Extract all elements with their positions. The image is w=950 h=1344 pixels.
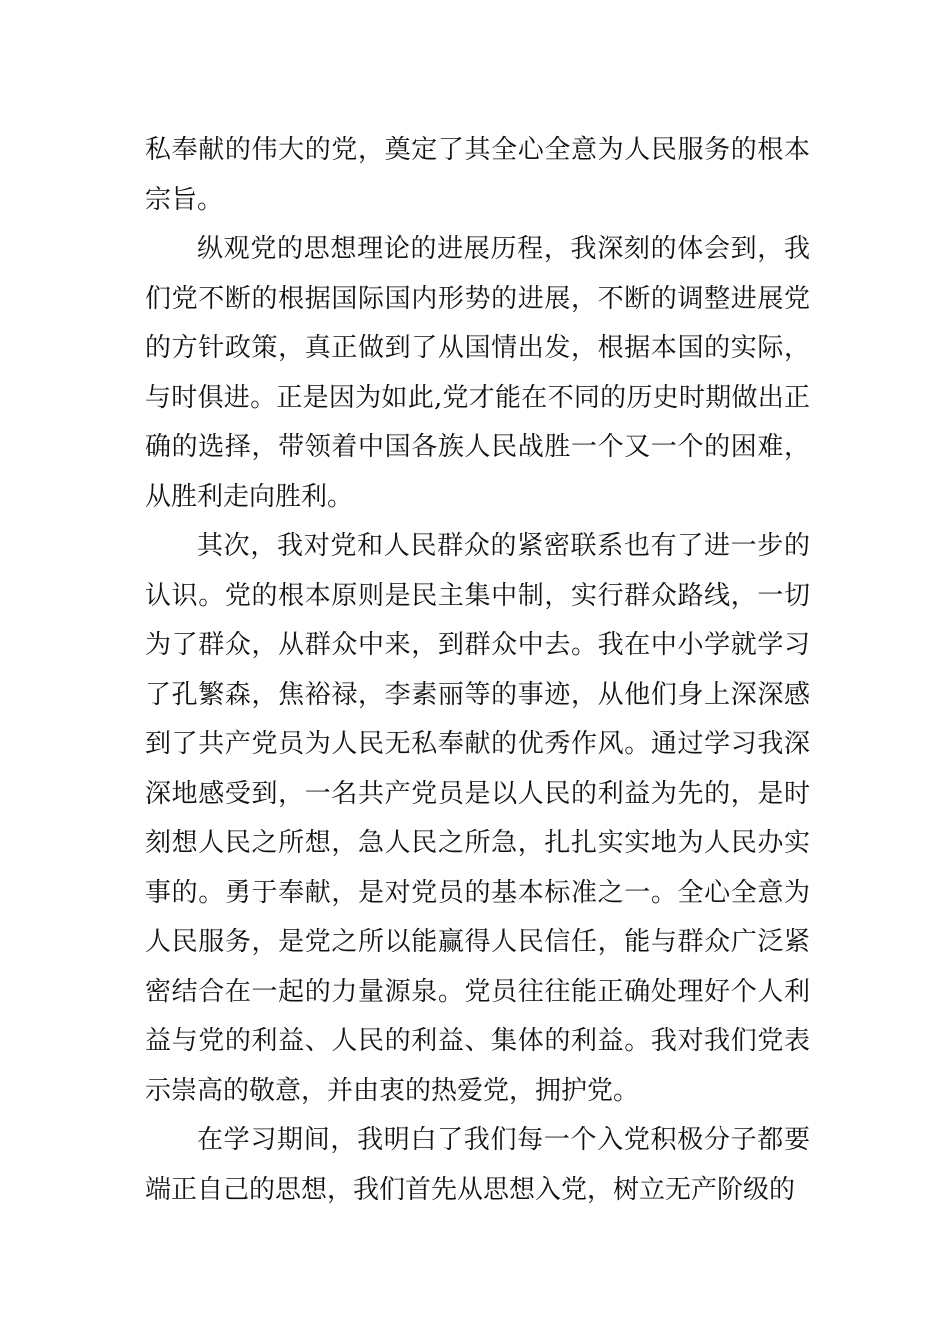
paragraph-4: 在学习期间，我明白了我们每一个入党积极分子都要端正自己的思想，我们首先从思想入党，树立无产阶级的 [145,1125,810,1205]
paragraph-2: 纵观党的思想理论的进展历程，我深刻的体会到，我们党不断的根据国际国内形势的进展，不断的调整进展党的方针政策，真正做到了从国情出发，根据本国的实际，与时俱进。正是因为如此,党才能在不同的历史时期做出正确的选择，带领着中国各族人民战胜一个又一个的困难，从胜利走向胜利。 [145,234,810,512]
document-body [145,126,810,1215]
paragraph-3: 其次，我对党和人民群众的紧密联系也有了进一步的认识。党的根本原则是民主集中制，实行群众路线，一切为了群众，从群众中来，到群众中去。我在中小学就学习了孔繁森，焦裕禄，李素丽等的事迹，从他们身上深深感到了共产党员为人民无私奉献的优秀作风。通过学习我深深地感受到，一名共产党员是以人民的利益为先的，是时刻想人民之所想，急人民之所急，扎扎实实地为人民办实事的。勇于奉献，是对党员的基本标准之一。全心全意为人民服务，是党之所以能赢得人民信任，能与群众广泛紧密结合在一起的力量源泉。党员往往能正确处理好个人利益与党的利益、人民的利益、集体的利益。我对我们党表示崇高的敬意，并由衷的热爱党，拥护党。 [145,531,810,1106]
paragraph-1: 私奉献的伟大的党，奠定了其全心全意为人民服务的根本宗旨。 [145,135,810,215]
